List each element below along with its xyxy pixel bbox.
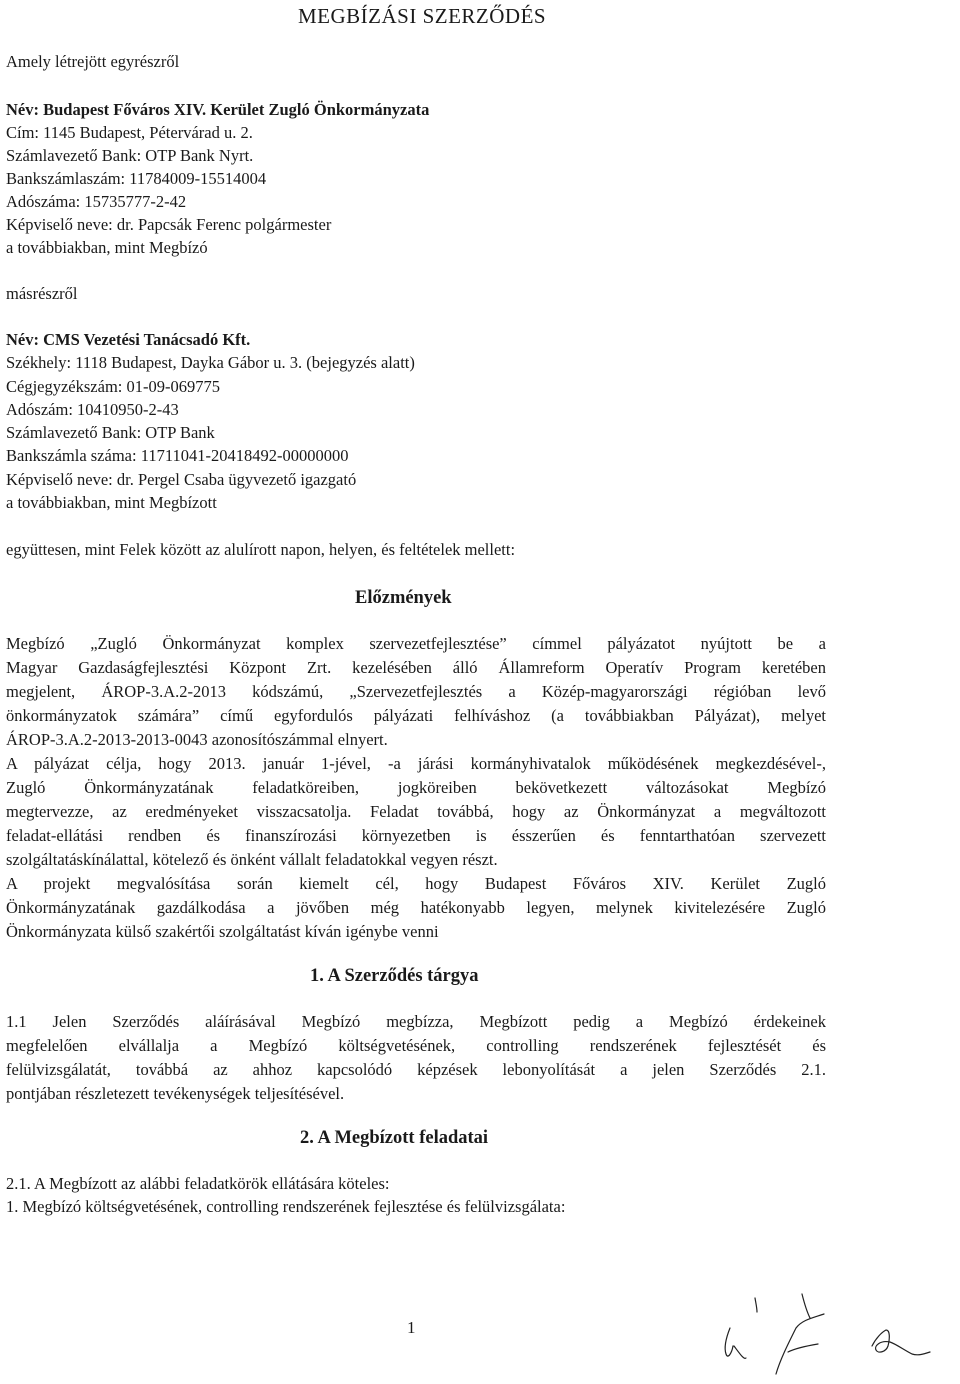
party1-address: Cím: 1145 Budapest, Pétervárad u. 2. — [6, 123, 253, 142]
party1-tax: Adószáma: 15735777-2-42 — [6, 192, 187, 211]
party2-account: Bankszámla száma: 11711041-20418492-00000000 — [6, 446, 349, 465]
party2-name: Név: CMS Vezetési Tanácsadó Kft. — [6, 330, 251, 349]
paragraph-line: Megbízó „Zugló Önkormányzat komplex szervezetfejlesztése” címmel pályázatot nyújtott be a — [6, 634, 826, 653]
party2-role: a továbbiakban, mint Megbízott — [6, 493, 217, 512]
section-heading-1: 1. A Szerződés tárgya — [310, 966, 479, 986]
paragraph-line: Zugló Önkormányzatának feladatköreiben, jogköreiben bekövetkezett változásokat Megbízó — [6, 778, 826, 797]
paragraph-line: 1.1 Jelen Szerződés aláírásával Megbízó megbízza, Megbízott pedig a Megbízó érdekeinek — [6, 1012, 826, 1031]
paragraph-line: önkormányzatok számára” című egyfordulós pályázati felhíváshoz (a továbbiakban Pályázat), melyet — [6, 706, 826, 725]
paragraph-line: megjelent, ÁROP-3.A.2-2013 kódszámú, „Szervezetfejlesztés a Közép-magyarországi régióban levő — [6, 682, 826, 701]
document-title: MEGBÍZÁSI SZERZŐDÉS — [298, 4, 547, 28]
page-number: 1 — [407, 1318, 416, 1337]
party1-role: a továbbiakban, mint Megbízó — [6, 238, 208, 257]
paragraph-line: 1. Megbízó költségvetésének, controlling rendszerének fejlesztése és felülvizsgálata: — [6, 1197, 566, 1216]
section-heading-2: 2. A Megbízott feladatai — [300, 1128, 489, 1148]
party1-rep: Képviselő neve: dr. Papcsák Ferenc polgármester — [6, 215, 332, 234]
paragraph-line: Önkormányzatának gazdálkodása a jövőben még hatékonyabb legyen, melynek kivitelezésére Zugló — [6, 898, 826, 917]
intro-text: Amely létrejött egyrészről — [6, 52, 180, 71]
party1-name: Név: Budapest Főváros XIV. Kerület Zugló Önkormányzata — [6, 100, 430, 119]
paragraph-line: A pályázat célja, hogy 2013. január 1-jével, -a járási kormányhivatalok működésének megkezdésével-, — [6, 754, 826, 773]
paragraph-line: Magyar Gazdaságfejlesztési Központ Zrt. kezelésében álló Államreform Operatív Program keretében — [6, 658, 826, 677]
jointly-text: együttesen, mint Felek között az alulírott napon, helyen, és feltételek mellett: — [6, 540, 516, 559]
party2-rep: Képviselő neve: dr. Pergel Csaba ügyvezető igazgató — [6, 470, 357, 489]
party2-bank: Számlavezető Bank: OTP Bank — [6, 423, 215, 442]
party2-regno: Cégjegyzékszám: 01-09-069775 — [6, 377, 220, 396]
party2-tax: Adószám: 10410950-2-43 — [6, 400, 179, 419]
party1-bank: Számlavezető Bank: OTP Bank Nyrt. — [6, 146, 254, 165]
other-side-text: másrészről — [6, 284, 78, 303]
party1-account: Bankszámlaszám: 11784009-15514004 — [6, 169, 267, 188]
paragraph-line: szolgáltatáskínálattal, kötelező és önként vállalt feladatokkal vegyen részt. — [6, 850, 498, 869]
paragraph-line: feladat-ellátási rendben és finanszírozási környezetben is ésszerűen és fenntarthatóan szervezett — [6, 826, 826, 845]
paragraph-line: Önkormányzata külső szakértői szolgáltatást kíván igénybe venni — [6, 922, 439, 941]
paragraph-line: megtervezze, az eredményeket visszacsatolja. Feladat továbbá, hogy az Önkormányzat a megváltozott — [6, 802, 826, 821]
initials-signature — [700, 1290, 955, 1380]
paragraph-line: felülvizsgálatát, továbbá az ahhoz kapcsolódó képzések lebonyolítását a jelen Szerződés 2.1. — [6, 1060, 826, 1079]
section-heading-elozmenyek: Előzmények — [355, 588, 452, 608]
paragraph-line: megfelelően elvállalja a Megbízó költségvetésének, controlling rendszerének fejlesztését és — [6, 1036, 826, 1055]
paragraph-line: A projekt megvalósítása során kiemelt cél, hogy Budapest Főváros XIV. Kerület Zugló — [6, 874, 826, 893]
paragraph-line: 2.1. A Megbízott az alábbi feladatkörök ellátására köteles: — [6, 1174, 390, 1193]
paragraph-line: pontjában részletezett tevékenységek teljesítésével. — [6, 1084, 345, 1103]
paragraph-line: ÁROP-3.A.2-2013-2013-0043 azonosítószámmal elnyert. — [6, 730, 388, 749]
party2-seat: Székhely: 1118 Budapest, Dayka Gábor u. 3. (bejegyzés alatt) — [6, 353, 415, 372]
